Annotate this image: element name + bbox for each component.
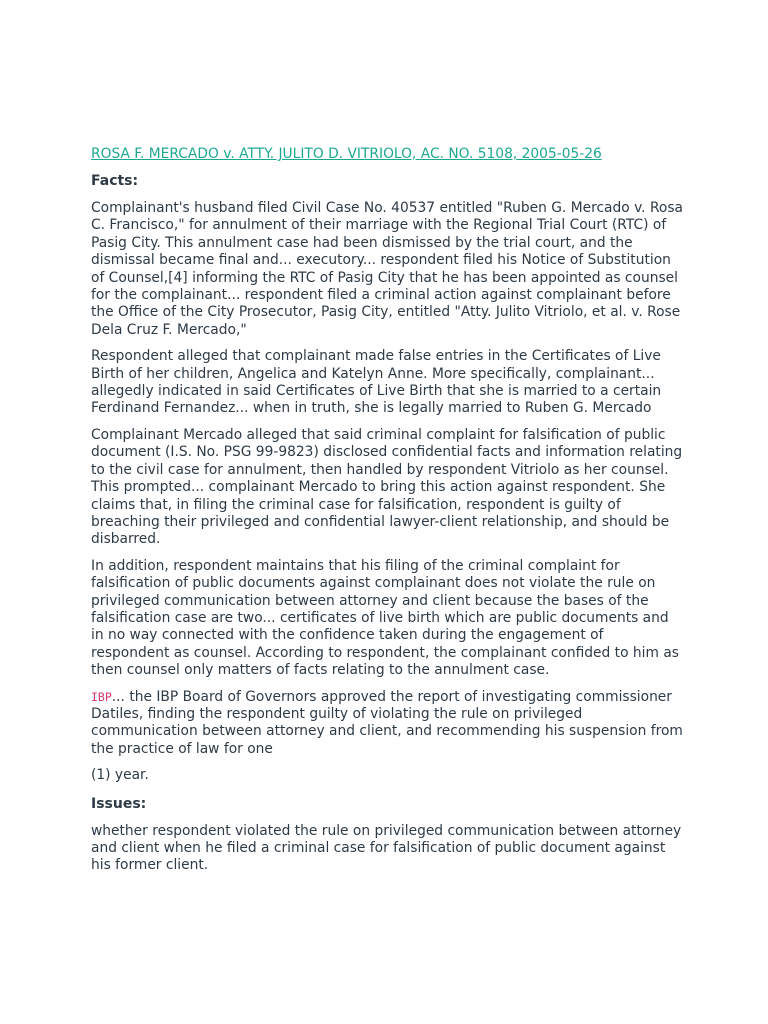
ibp-continuation: (1) year. <box>91 767 149 784</box>
facts-paragraph-2: Respondent alleged that complainant made false entries in the Certificates of Live Birth of her children, Angelica and Katelyn Anne. More specifically, complainant... allegedly indicated in said Certificates of Live Birth that she is married to a certain Ferdinand Fernandez... when in truth, she is legally married to Ruben G. Mercado <box>91 348 662 417</box>
document-body <box>91 144 683 884</box>
ibp-paragraph <box>91 689 683 759</box>
facts-paragraph-1: Complainant's husband filed Civil Case No. 40537 entitled "Ruben G. Mercado v. Rosa C. Francisco," for annulment of their marriage with the Regional Trial Court (RTC) of Pasig City. This annulment case had been dismissed by the trial court, and the dismissal became final and... executory... respondent filed his Notice of Substitution of Counsel,[4] informing the RTC of Pasig City that he has been appointed as counsel for the complainant... respondent filed a criminal action against complainant before the Office of the City Prosecutor, Pasig City, entitled "Atty. Julito Vitriolo, et al. v. Rose Dela Cruz F. Mercado," <box>91 200 683 338</box>
case-title-link[interactable]: ROSA F. MERCADO v. ATTY. JULITO D. VITRIOLO, AC. NO. 5108, 2005-05-26 <box>91 146 602 162</box>
facts-paragraph-3: Complainant Mercado alleged that said criminal complaint for falsification of public document (I.S. No. PSG 99-9823) disclosed confidential facts and information relating to the civil case for annulment, then handled by respondent Vitriolo as her counsel. This prompted... complainant Mercado to bring this action against respondent. She claims that, in filing the criminal case for falsification, respondent is guilty of breaching their privileged and confidential lawyer-client relationship, and should be disbarred. <box>91 426 683 548</box>
issues-paragraph: whether respondent violated the rule on privileged communication between attorney and client when he filed a criminal case for falsification of public document against his former client. <box>91 822 682 874</box>
ibp-text: ... the IBP Board of Governors approved the report of investigating commissioner Datiles, finding the respondent guilty of violating the rule on privileged communication between attorney and client, and recommending his suspension from the practice of law for one <box>91 688 683 757</box>
facts-heading: Facts: <box>91 173 139 189</box>
facts-paragraph-4: In addition, respondent maintains that his filing of the criminal complaint for falsification of public documents against complainant does not violate the rule on privileged communication between attorney and client because the bases of the falsification case are two... certificates of live birth which are public documents and in no way connected with the confidence taken during the engagement of respondent as counsel. According to respondent, the complainant confided to him as then counsel only matters of facts relating to the annulment case. <box>91 557 679 679</box>
ibp-tag: IBP <box>91 689 112 704</box>
issues-heading: Issues: <box>91 795 147 812</box>
